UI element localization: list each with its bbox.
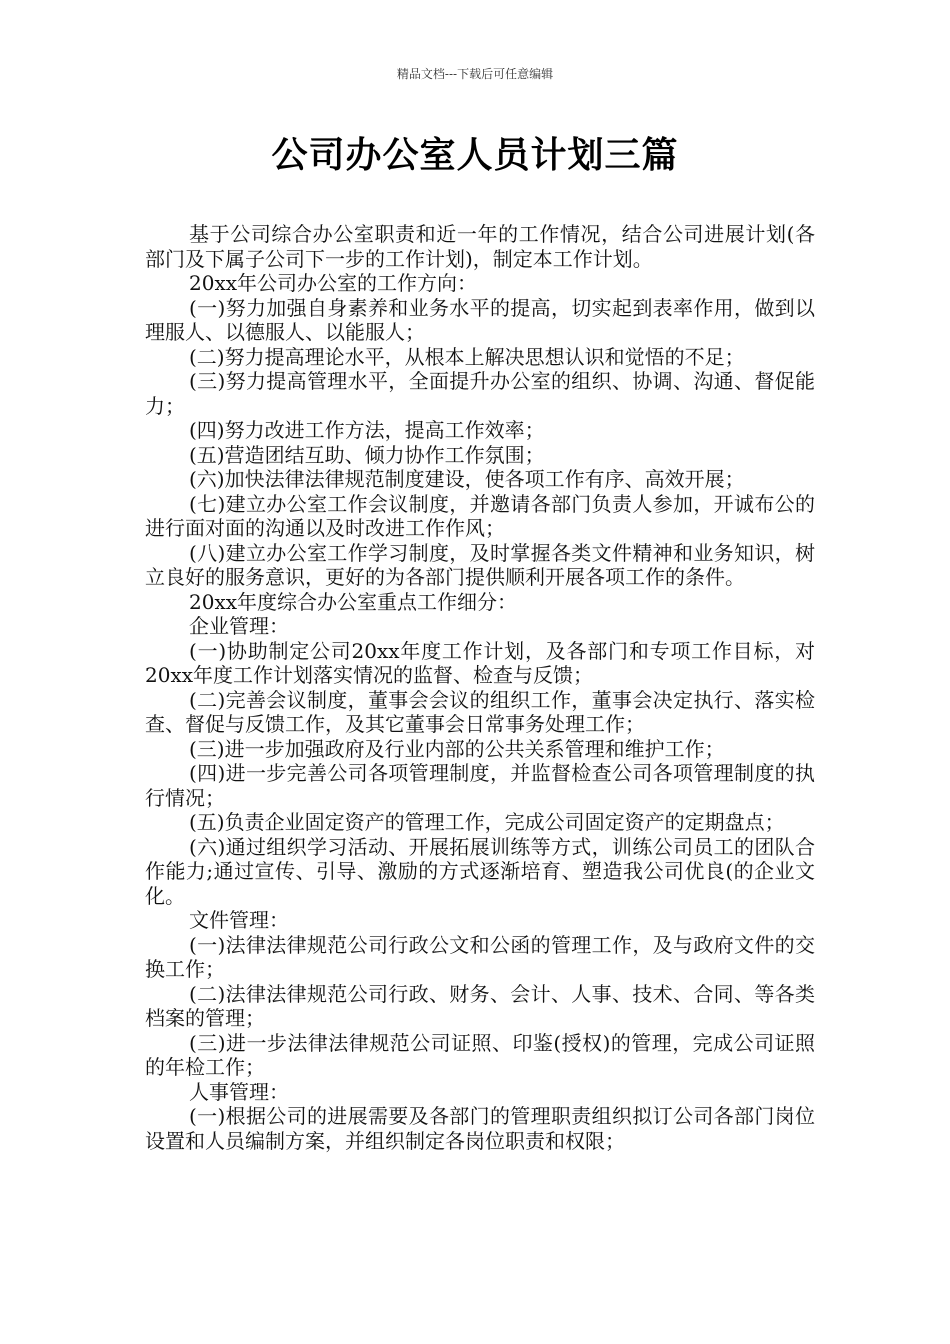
paragraph: (四)进一步完善公司各项管理制度，并监督检查公司各项管理制度的执行情况； — [145, 761, 815, 810]
paragraph: 文件管理： — [189, 908, 289, 932]
paragraph: (四)努力改进工作方法，提高工作效率； — [189, 418, 545, 442]
paragraph: 20xx年度综合办公室重点工作细分： — [189, 589, 518, 614]
paragraph: 20xx年公司办公室的工作方向： — [189, 271, 478, 295]
paragraph: 人事管理： — [189, 1079, 289, 1104]
paragraph: (七)建立办公室工作会议制度，并邀请各部门负责人参加，开诚布公的进行面对面的沟通以及时改进工作作风； — [145, 491, 815, 540]
paragraph: (五)营造团结互助、倾力协作工作氛围； — [189, 442, 545, 467]
paragraph: 基于公司综合办公室职责和近一年的工作情况，结合公司进展计划(各部门及下属子公司下一步的工作计划)，制定本工作计划。 — [145, 222, 815, 271]
header-note: 精品文档---下载后可任意编辑 — [396, 67, 554, 81]
paragraph: (二)法律法律规范公司行政、财务、会计、人事、技术、合同、等各类档案的管理； — [145, 981, 815, 1030]
paragraph: (一)法律法律规范公司行政公文和公函的管理工作，及与政府文件的交换工作； — [145, 932, 815, 981]
document-title: 公司办公室人员计划三篇 — [271, 134, 679, 176]
document-body — [145, 222, 815, 1153]
paragraph: (六)加快法律法律规范制度建设，使各项工作有序、高效开展； — [189, 467, 745, 491]
paragraph: (二)努力提高理论水平，从根本上解决思想认识和觉悟的不足； — [189, 344, 745, 369]
paragraph: (三)努力提高管理水平，全面提升办公室的组织、协调、沟通、督促能力； — [145, 369, 815, 418]
paragraph: (三)进一步法律法律规范公司证照、印鉴(授权)的管理，完成公司证照的年检工作； — [145, 1030, 815, 1079]
paragraph: (六)通过组织学习活动、开展拓展训练等方式，训练公司员工的团队合作能力;通过宣传、引导、激励的方式逐渐培育、塑造我公司优良(的企业文化。 — [145, 834, 815, 908]
paragraph: (一)努力加强自身素养和业务水平的提高，切实起到表率作用，做到以理服人、以德服人、以能服人； — [145, 295, 815, 344]
paragraph: (一)根据公司的进展需要及各部门的管理职责组织拟订公司各部门岗位设置和人员编制方案，并组织制定各岗位职责和权限； — [145, 1104, 815, 1153]
paragraph: (一)协助制定公司20xx年度工作计划，及各部门和专项工作目标，对20xx年度工作计划落实情况的监督、检查与反馈； — [145, 638, 815, 687]
paragraph: (五)负责企业固定资产的管理工作，完成公司固定资产的定期盘点； — [189, 810, 785, 834]
paragraph: 企业管理： — [189, 614, 289, 638]
paragraph: (八)建立办公室工作学习制度，及时掌握各类文件精神和业务知识，树立良好的服务意识，更好的为各部门提供顺利开展各项工作的条件。 — [145, 540, 815, 589]
paragraph: (二)完善会议制度，董事会会议的组织工作，董事会决定执行、落实检查、督促与反馈工作，及其它董事会日常事务处理工作； — [145, 687, 815, 736]
paragraph: (三)进一步加强政府及行业内部的公共关系管理和维护工作； — [189, 736, 725, 761]
